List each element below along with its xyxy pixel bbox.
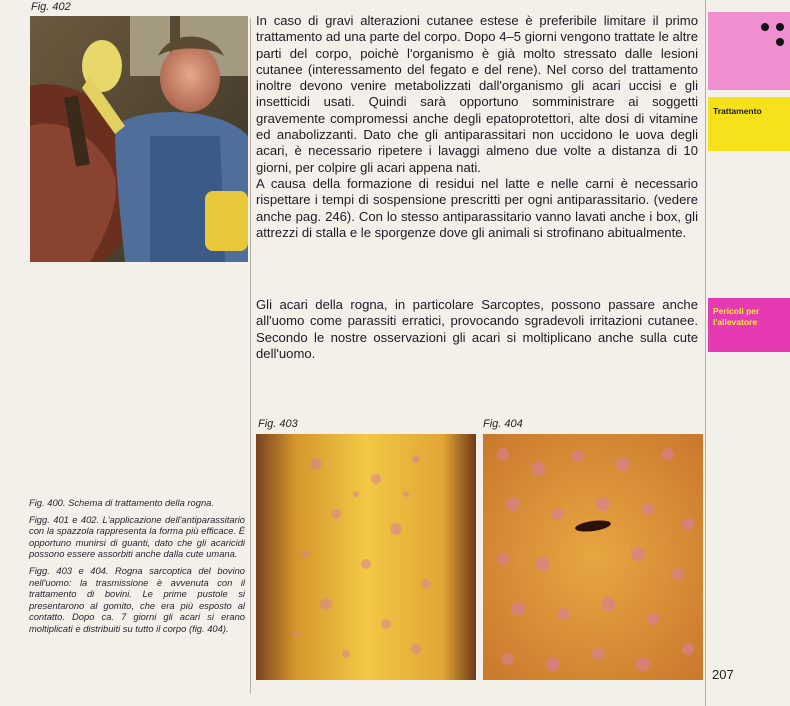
section-tab-trattamento [708,97,790,151]
caption-figs-403-404: Figg. 403 e 404. Rogna sarcoptica del bovino nell'uomo: la trasmissione è avvenuta con il trattamento di bovini. Le prime pustole si presentarono al gomito, che era più esposto al contatto. Dopo ca. 7 giorni gli acari si erano moltiplicati e distribuiti su tutto il corpo (fig. 404). [29,564,245,634]
fig403-label: Fig. 403 [258,418,298,430]
section-tab-pericoli [708,298,790,352]
caption-fig-400: Fig. 400. Schema di trattamento della rogna. [29,497,215,508]
fig402-photo [30,16,248,262]
caption-figs-401-402: Figg. 401 e 402. L'applicazione dell'antiparassitario con la spazzola rappresenta la forma più efficace. È opportuno munirsi di guanti, dato che gli acaricidi possono essere assorbiti anche dalla cute umana. [29,513,245,560]
captions-block [29,497,245,640]
body-paragraph-treatment: In caso di gravi alterazioni cutanee estese è preferibile limitare il primo trattamento ad una parte del corpo. Dopo 4–5 giorni vengono trattate le altre parti del corpo, poichè l'organismo è già molto stressato dalle lesioni cutanee (interessamento del fegato e del rene). Nel corso del trattamento inoltre devono venire metabolizzati dall'organismo gli acari uccisi e gli insetticidi usati. Quindi sarà opportuno somministrare ai soggetti gravemente compromessi anche degli epatoprotettori, alte dosi di vitamine ed anabolizzanti. Dato che gli antiparassitari non uccidono le uova degli acari, è necessario ripetere i lavaggi almeno due volte a distanza di 10 giorni, per colpire gli acari appena nati. [256,13,698,175]
fig402-label: Fig. 402 [31,1,71,13]
section-tab-trattamento-label: Trattamento [713,106,762,116]
body-paragraph-residues: A causa della formazione di residui nel latte e nelle carni è necessario rispettare i tempi di sospensione prescritti per ogni antiparassitario. (vedere anche pag. 246). Con lo stesso antiparassitario vanno lavati anche i box, gli attrezzi di stalla e le sporgenze dove gli animali si strofinano abitualmente. [256,176,698,240]
fig404-photo [483,434,703,680]
fig403-photo [256,434,476,680]
chapter-tab-pink [708,12,790,90]
section-tab-pericoli-label: Pericoli per l'allevatore [713,306,760,327]
three-dots-icon [708,12,790,90]
column-divider-left [250,18,251,694]
fig404-label: Fig. 404 [483,418,523,430]
page-number: 207 [712,667,734,682]
body-paragraph-human-risk: Gli acari della rogna, in particolare Sarcoptes, possono passare anche all'uomo come parassiti erratici, provocando sgradevoli irritazioni cutanee. Secondo le nostre osservazioni gli acari si moltiplicano anche sulla cute dell'uomo. [256,297,698,361]
column-divider-right [705,0,706,706]
